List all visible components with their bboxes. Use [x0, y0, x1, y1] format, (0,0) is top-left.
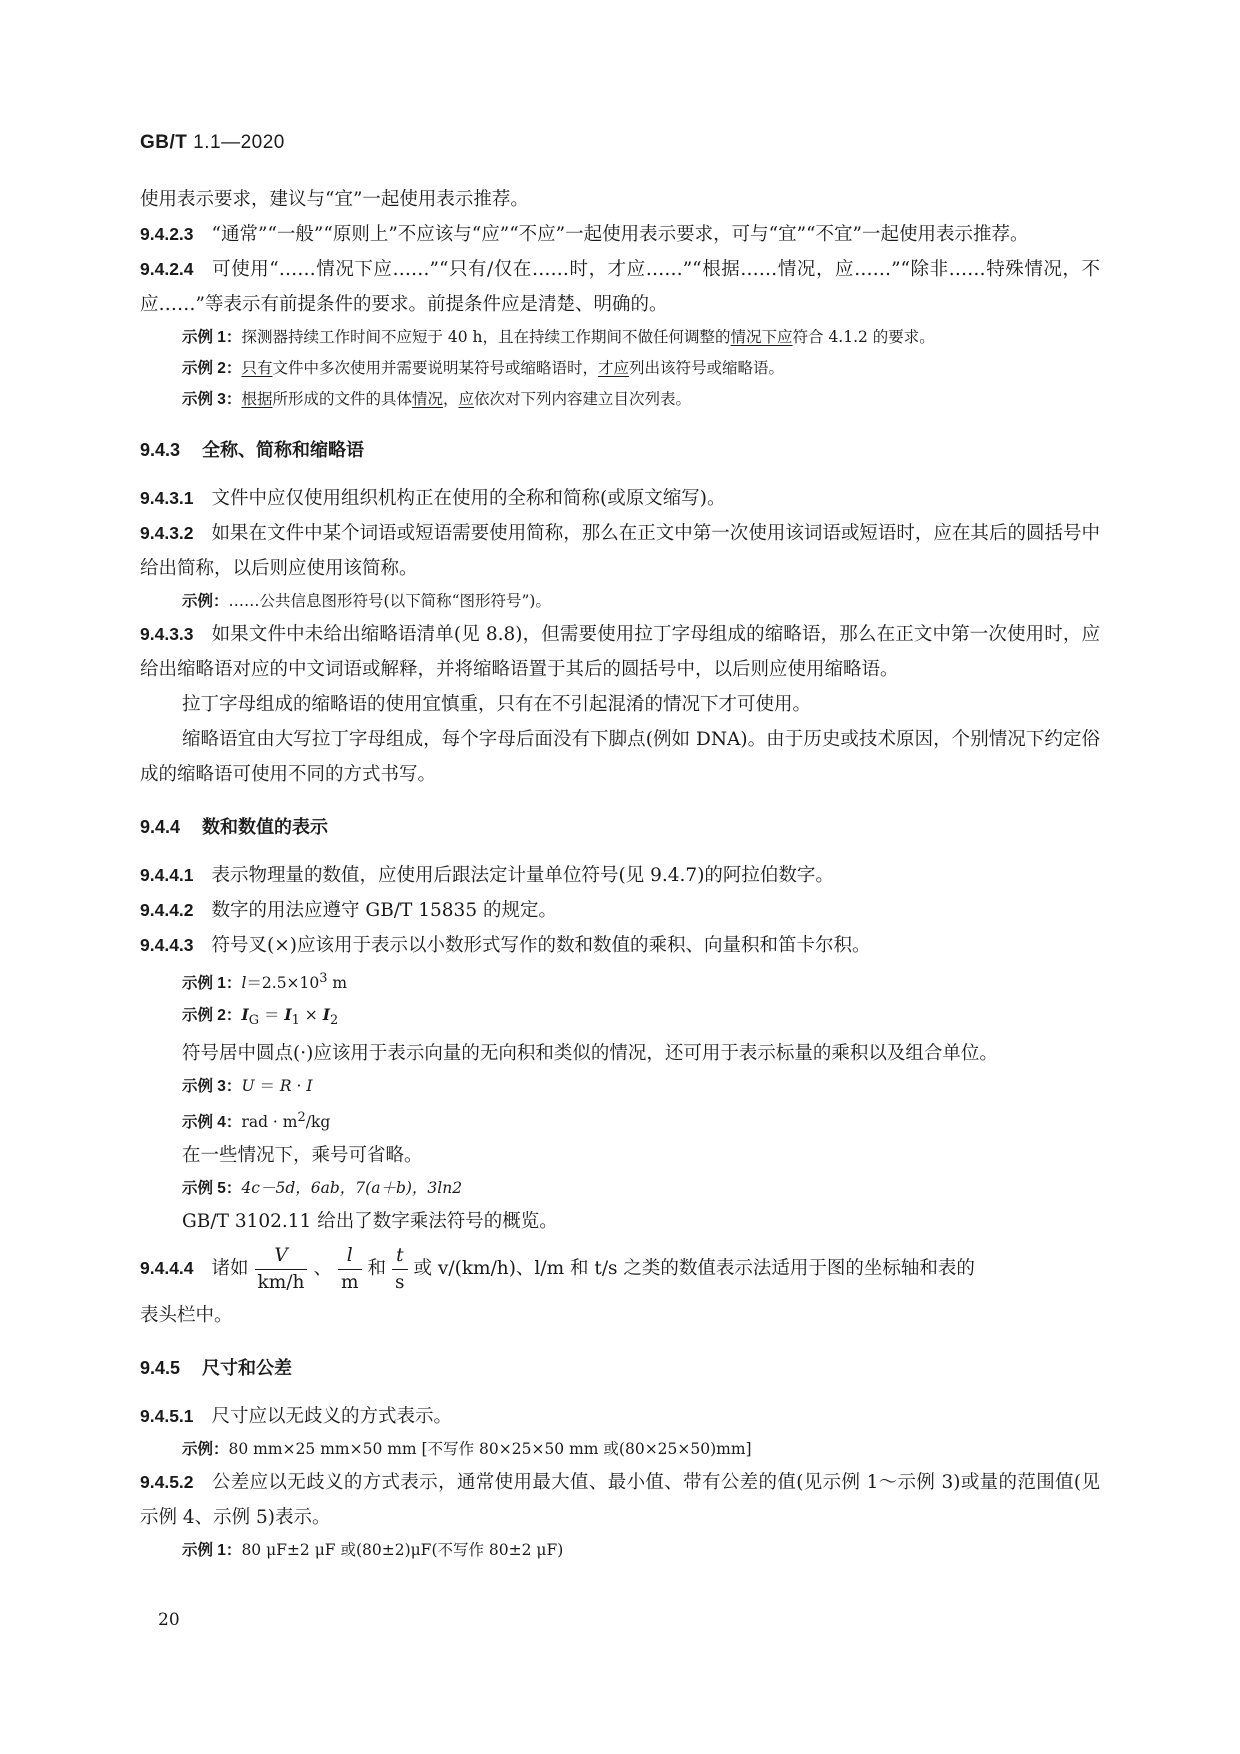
fraction: [255, 1243, 308, 1296]
clause-9-4-2-3: [140, 217, 1100, 252]
clause-9-4-5-2: [140, 1465, 1100, 1535]
math-text: ×: [299, 1006, 323, 1025]
clause-9-4-4-2: [140, 893, 1100, 928]
math-variable: R: [279, 1077, 292, 1096]
section-number: 9.4.3: [140, 440, 181, 460]
clause-number: 9.4.4.3: [140, 935, 194, 955]
example: [140, 999, 1100, 1036]
example: [140, 1535, 1100, 1566]
example-text: ，: [442, 390, 459, 408]
subscript: G: [248, 1013, 260, 1029]
clause-text: 如果在文件中某个词语或短语需要使用简称，那么在正文中第一次使用该词语或短语时，应在其后的圆括号中给出简称，以后则应使用该简称。: [140, 523, 1100, 579]
clause-9-4-4-4: [140, 1239, 1100, 1298]
clause-9-4-3-1: [140, 481, 1100, 516]
clause-text: 如果文件中未给出缩略语清单(见 8.8)，但需要使用拉丁字母组成的缩略语，那么在正文中第一次使用时，应给出缩略语对应的中文词语或解释，并将缩略语置于其后的圆括号中，以后则应使用缩略语。: [140, 624, 1100, 680]
example-label: 示例 5：: [182, 1180, 242, 1198]
fraction: [392, 1243, 408, 1296]
math-variable: I: [306, 1077, 313, 1096]
math-text: /kg: [305, 1113, 331, 1132]
math-variable: U: [241, 1077, 255, 1096]
page-content: [140, 182, 1100, 1566]
standard-code: GB/T: [140, 132, 188, 153]
example-label: 示例：: [182, 593, 229, 610]
clause-number: 9.4.2.3: [140, 224, 194, 244]
fraction-denominator: m: [340, 1271, 359, 1293]
section-title: 尺寸和公差: [202, 1358, 293, 1379]
section-number: 9.4.5: [140, 1358, 181, 1379]
example-text: 文件中多次使用并需要说明某符号或缩略语时，: [272, 359, 598, 377]
paragraph: 在一些情况下，乘号可省略。: [182, 1145, 423, 1167]
example: [140, 1173, 1100, 1204]
example-label: 示例 3：: [182, 1078, 242, 1096]
underlined-text: 情况下应: [730, 328, 793, 346]
example: [140, 322, 1100, 353]
example-text: 80 mm×25 mm×50 mm [不写作 80×25×50 mm 或(80×25×50)mm]: [228, 1440, 752, 1459]
example-text: 符合 4.1.2 的要求。: [792, 328, 935, 346]
subscript: 1: [291, 1013, 300, 1029]
clause-number: 9.4.4.2: [140, 900, 194, 920]
page-number: 20: [158, 1610, 180, 1630]
clause-text: 数字的用法应遵守 GB/T 15835 的规定。: [211, 900, 557, 921]
standard-number: 1.1—2020: [193, 132, 285, 153]
example-text: 列出该符号或缩略语。: [628, 359, 784, 377]
math-variable: l: [241, 974, 247, 993]
example-label: 示例：: [182, 1441, 229, 1459]
example-label: 示例 1：: [182, 1542, 242, 1560]
paragraph: 表头栏中。: [140, 1305, 233, 1327]
clause-text: 符号叉(×)应该用于表示以小数形式写作的数和数值的乘积、向量积和笛卡尔积。: [211, 935, 871, 956]
math-text: ＝: [259, 1006, 285, 1025]
example-label: 示例 2：: [182, 1007, 242, 1025]
paragraph: 使用表示要求，建议与“宜”一起使用表示推荐。: [140, 189, 529, 210]
example: [140, 1434, 1100, 1465]
fraction-numerator: t: [392, 1243, 408, 1270]
example-text: 所形成的文件的具体: [272, 390, 412, 408]
clause-number: 9.4.5.2: [140, 1472, 194, 1493]
underlined-text: 应: [458, 390, 475, 408]
example-label: 示例 4：: [182, 1114, 242, 1132]
example-text: 4c－5d，6ab，7(a＋b)，3ln2: [241, 1179, 463, 1198]
section-number: 9.4.4: [140, 817, 181, 837]
math-text: ＝2.5×10: [246, 974, 320, 993]
clause-number: 9.4.3.2: [140, 523, 194, 543]
clause-number: 9.4.5.1: [140, 1406, 194, 1427]
clause-number: 9.4.4.4: [140, 1258, 194, 1279]
page-header: [140, 132, 285, 154]
clause-text: 和: [367, 1258, 387, 1280]
underlined-text: 情况: [411, 390, 443, 408]
example-text: 探测器持续工作时间不应短于 40 h，且在持续工作期间不做任何调整的: [241, 328, 731, 346]
underlined-text: 只有: [241, 359, 273, 377]
clause-text: 、: [313, 1258, 332, 1280]
example-label: 示例 2：: [182, 360, 242, 377]
clause-text: “通常”“一般”“原则上”不应该与“应”“不应”一起使用表示要求，可与“宜”“不宜”一起使用表示推荐。: [211, 224, 1029, 245]
clause-9-4-3-2: [140, 516, 1100, 586]
example: [140, 384, 1100, 415]
fraction: [338, 1243, 362, 1296]
section-heading-9-4-5: [140, 1353, 1100, 1383]
section-title: 数和数值的表示: [202, 817, 329, 837]
paragraph: 缩略语宜由大写拉丁字母组成，每个字母后面没有下脚点(例如 DNA)。由于历史或技术原因，个别情况下约定俗成的缩略语可使用不同的方式书写。: [140, 729, 1100, 785]
math-text: m: [327, 974, 348, 993]
fraction-denominator: s: [395, 1271, 405, 1293]
clause-text: 可使用“……情况下应……”“只有/仅在……时，才应……”“根据……情况，应……”“除非……特殊情况，不应……”等表示有前提条件的要求。前提条件应是清楚、明确的。: [140, 259, 1100, 315]
section-heading-9-4-3: [140, 435, 1100, 465]
clause-9-4-3-3: [140, 617, 1100, 687]
fraction-denominator: km/h: [257, 1271, 305, 1293]
clause-text: 公差应以无歧义的方式表示，通常使用最大值、最小值、带有公差的值(见示例 1～示例 3)或量的范围值(见示例 4、示例 5)表示。: [140, 1472, 1100, 1529]
section-title: 全称、简称和缩略语: [202, 440, 365, 460]
fraction-numerator: l: [338, 1243, 362, 1270]
example-text: ……公共信息图形符号(以下简称“图形符号”)。: [228, 592, 551, 610]
clause-9-4-4-3: [140, 928, 1100, 963]
subscript: 2: [329, 1013, 339, 1029]
math-variable: I: [241, 1005, 249, 1025]
clause-text: 文件中应仅使用组织机构正在使用的全称和简称(或原文缩写)。: [211, 488, 726, 509]
clause-text: 诸如: [211, 1258, 249, 1280]
clause-9-4-5-1: [140, 1399, 1100, 1434]
paragraph: 拉丁字母组成的缩略语的使用宜慎重，只有在不引起混淆的情况下才可使用。: [182, 694, 812, 715]
clause-9-4-4-1: [140, 858, 1100, 893]
math-text: rad · m: [241, 1113, 298, 1132]
example: [140, 1102, 1100, 1138]
section-heading-9-4-4: [140, 812, 1100, 842]
example-label: 示例 1：: [182, 329, 242, 346]
math-variable: I: [322, 1005, 330, 1025]
example-text: 80 μF±2 μF 或(80±2)μF(不写作 80±2 μF): [241, 1541, 564, 1560]
example-text: 依次对下列内容建立目次列表。: [474, 390, 692, 408]
math-text: ＝: [254, 1077, 280, 1096]
example: [140, 1071, 1100, 1102]
example: [140, 353, 1100, 384]
example: [140, 586, 1100, 617]
clause-text: 表示物理量的数值，应使用后跟法定计量单位符号(见 9.4.7)的阿拉伯数字。: [211, 865, 834, 886]
clause-number: 9.4.3.3: [140, 624, 194, 644]
paragraph: 符号居中圆点(·)应该用于表示向量的无向积和类似的情况，还可用于表示标量的乘积以及组合单位。: [182, 1043, 998, 1065]
superscript: 2: [297, 1110, 306, 1126]
clause-number: 9.4.3.1: [140, 488, 194, 508]
example-label: 示例 1：: [182, 975, 242, 993]
underlined-text: 才应: [597, 359, 629, 377]
math-text: ·: [291, 1077, 307, 1096]
underlined-text: 根据: [241, 390, 273, 408]
fraction-numerator: V: [255, 1243, 308, 1270]
math-variable: I: [284, 1005, 292, 1025]
superscript: 3: [319, 971, 328, 986]
paragraph: GB/T 3102.11 给出了数字乘法符号的概览。: [182, 1211, 558, 1233]
example-label: 示例 3：: [182, 391, 242, 408]
clause-number: 9.4.4.1: [140, 865, 194, 885]
clause-number: 9.4.2.4: [140, 259, 194, 279]
clause-9-4-2-4: [140, 252, 1100, 322]
clause-text: 尺寸应以无歧义的方式表示。: [211, 1406, 453, 1428]
clause-text: 或 v/(km/h)、l/m 和 t/s 之类的数值表示法适用于图的坐标轴和表的: [413, 1258, 975, 1280]
example: [140, 963, 1100, 999]
